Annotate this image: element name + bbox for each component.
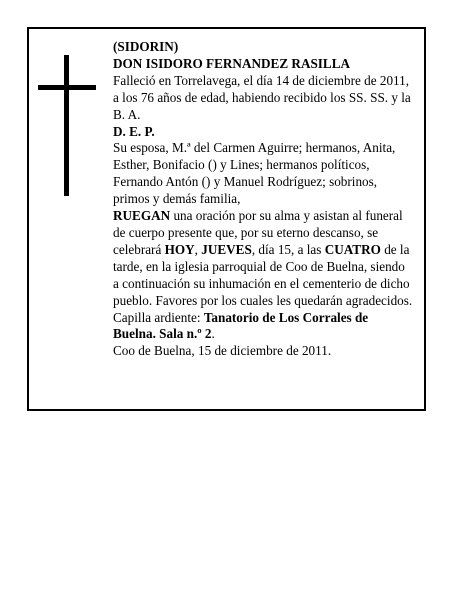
chapel-label: Capilla ardiente:: [113, 309, 204, 325]
hoy-word: HOY: [164, 241, 195, 257]
obituary-text: [113, 39, 413, 360]
age-details: a los 76 años de edad, habiendo recibido los SS. SS. y la B. A.: [113, 89, 411, 122]
deceased-alias: (SIDORIN): [113, 39, 179, 54]
request-text-2: , día 15, a las: [251, 241, 325, 257]
chapel-end: .: [211, 326, 215, 342]
cross-vertical-bar: [64, 55, 69, 196]
family-list: Su esposa, M.ª del Carmen Aguirre; hermanos, Anita, Esther, Bonifacio () y Lines; hermanos políticos, Fernando Antón () y Manuel Rodríguez; sobrinos, primos y demás familia,: [113, 140, 396, 207]
request-text-3: de la tarde, en la iglesia parroquial de Coo de Buelna, siendo a continuación su inhumación en el cementerio de dicho pueblo. Favores por los cuales les quedarán agradecidos.: [113, 241, 413, 308]
place-date: Coo de Buelna, 15 de diciembre de 2011.: [113, 343, 332, 359]
dep-line: D. E. P.: [113, 123, 155, 139]
request-text-1: una oración por su alma y asistan al funeral de cuerpo presente que, por su eterno descanso, se celebrará: [113, 208, 403, 257]
cuatro-word: CUATRO: [324, 241, 381, 257]
funeral-request: [113, 208, 413, 309]
jueves-word: JUEVES: [201, 241, 252, 257]
chapel-line: [113, 310, 413, 344]
request-comma: ,: [194, 241, 202, 257]
deceased-name: DON ISIDORO FERNANDEZ RASILLA: [113, 55, 351, 71]
death-details: Falleció en Torrelavega, el día 14 de diciembre de 2011,: [113, 72, 410, 88]
ruegan-word: RUEGAN: [113, 208, 171, 224]
cross-horizontal-bar: [38, 85, 96, 90]
chapel-place: Tanatorio de Los Corrales de Buelna. Sala n.º 2: [113, 309, 369, 342]
